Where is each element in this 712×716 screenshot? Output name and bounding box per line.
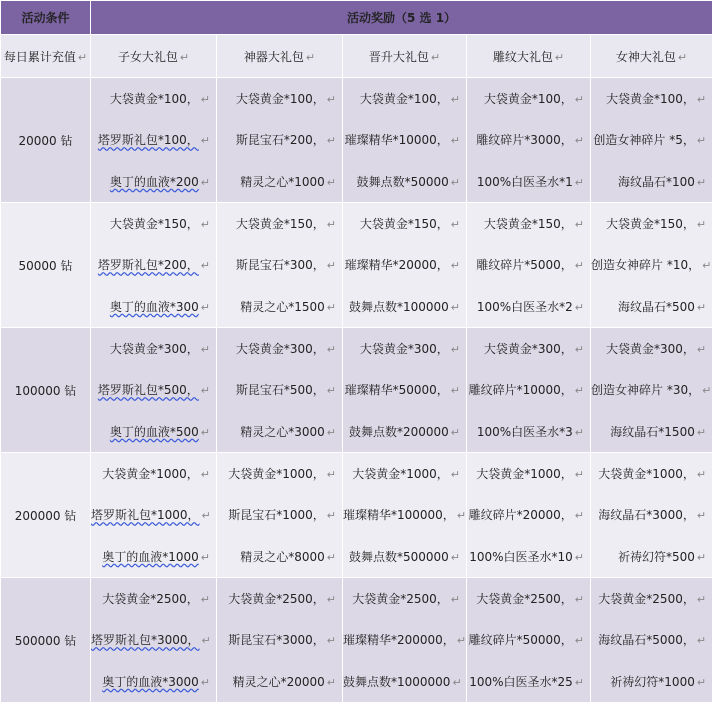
reward-cell [591, 453, 712, 578]
reward-line: 大袋黄金*1000， ↵ [102, 467, 210, 482]
paragraph-mark-icon: ↵ [696, 93, 707, 107]
reward-line: 海纹晶石*500 ↵ [617, 299, 707, 314]
paragraph-mark-icon: ↵ [326, 509, 336, 523]
paragraph-mark-icon: ↵ [326, 550, 336, 564]
reward-cell [343, 78, 467, 203]
reward-line: 大袋黄金*100， ↵ [235, 92, 336, 107]
reward-line: 精灵之心*8000 ↵ [240, 549, 336, 564]
reward-cell [91, 578, 217, 703]
reward-line: 雕纹碎片*50000， ↵ [468, 633, 584, 648]
paragraph-mark-icon: ↵ [574, 259, 584, 273]
reward-line: 海纹晶石*3000， ↵ [598, 508, 707, 523]
paragraph-mark-icon: ↵ [696, 134, 707, 148]
reward-line: 大袋黄金*300， ↵ [605, 342, 707, 357]
reward-line: 雕纹碎片*20000， ↵ [468, 508, 584, 523]
paragraph-mark-icon: ↵ [200, 675, 210, 689]
reward-line: 塔罗斯礼包*500， ↵ [97, 383, 210, 398]
reward-cell [343, 453, 467, 578]
reward-line: 100%白医圣水*2 ↵ [476, 299, 584, 314]
header-condition: 活动条件 [1, 1, 91, 35]
reward-cell [467, 78, 591, 203]
reward-cell [591, 328, 712, 453]
paragraph-mark-icon: ↵ [326, 175, 336, 189]
reward-line: 海纹晶石*5000， ↵ [598, 633, 707, 648]
reward-line: 大袋黄金*150， ↵ [483, 217, 584, 232]
reward-line: 精灵之心*3000 ↵ [240, 424, 336, 439]
paragraph-mark-icon: ↵ [696, 218, 707, 232]
recharge-amount: 100000 钻 [1, 328, 91, 453]
paragraph-mark-icon: ↵ [201, 509, 211, 523]
reward-line: 创造女神碎片 *10， ↵ [591, 258, 712, 273]
paragraph-mark-icon: ↵ [450, 343, 460, 357]
reward-cell [217, 203, 343, 328]
reward-cell [343, 203, 467, 328]
paragraph-mark-icon: ↵ [574, 675, 584, 689]
paragraph-mark-icon: ↵ [696, 175, 707, 189]
paragraph-mark-icon: ↵ [450, 550, 460, 564]
reward-line: 奥丁的血液*300 ↵ [109, 299, 210, 314]
reward-line: 大袋黄金*100， ↵ [359, 92, 460, 107]
paragraph-mark-icon: ↵ [450, 593, 460, 607]
table-row [1, 78, 712, 203]
reward-line: 雕纹碎片*3000， ↵ [476, 133, 584, 148]
paragraph-mark-icon: ↵ [200, 425, 210, 439]
reward-cell [91, 78, 217, 203]
reward-line: 雕纹碎片*5000， ↵ [476, 258, 584, 273]
reward-line: 塔罗斯礼包*3000， ↵ [91, 633, 211, 648]
recharge-amount: 50000 钻 [1, 203, 91, 328]
reward-line: 祈祷幻符*1000 ↵ [610, 674, 707, 689]
reward-line: 鼓舞点数*100000 ↵ [348, 299, 460, 314]
paragraph-mark-icon: ↵ [574, 93, 584, 107]
paragraph-mark-icon: ↵ [574, 550, 584, 564]
paragraph-mark-icon: ↵ [450, 300, 460, 314]
reward-cell [343, 578, 467, 703]
paragraph-mark-icon: ↵ [574, 384, 584, 398]
paragraph-mark-icon: ↵ [326, 218, 336, 232]
reward-line: 大袋黄金*300， ↵ [483, 342, 584, 357]
recharge-amount: 20000 钻 [1, 78, 91, 203]
reward-cell [343, 328, 467, 453]
paragraph-mark-icon: ↵ [574, 175, 584, 189]
recharge-amount: 500000 钻 [1, 578, 91, 703]
paragraph-mark-icon: ↵ [702, 384, 712, 398]
paragraph-mark-icon: ↵ [450, 218, 460, 232]
pack-header: 子女大礼包 ↵ [91, 35, 217, 78]
reward-line: 大袋黄金*1000， ↵ [598, 467, 707, 482]
reward-line: 奥丁的血液*500 ↵ [109, 424, 210, 439]
reward-line: 璀璨精华*200000， ↵ [343, 633, 467, 648]
reward-line: 大袋黄金*150， ↵ [109, 217, 210, 232]
paragraph-mark-icon: ↵ [574, 300, 584, 314]
paragraph-mark-icon: ↵ [200, 468, 210, 482]
paragraph-mark-icon: ↵ [452, 675, 462, 689]
paragraph-mark-icon: ↵ [326, 384, 336, 398]
table-row [1, 203, 712, 328]
paragraph-mark-icon: ↵ [200, 343, 210, 357]
paragraph-mark-icon: ↵ [326, 93, 336, 107]
paragraph-mark-icon: ↵ [200, 259, 210, 273]
paragraph-mark-icon: ↵ [456, 634, 467, 648]
reward-line: 100%白医圣水*1 ↵ [476, 174, 584, 189]
reward-line: 鼓舞点数*500000 ↵ [348, 549, 460, 564]
reward-cell [591, 78, 712, 203]
reward-cell [467, 453, 591, 578]
reward-line: 斯昆宝石*200， ↵ [235, 133, 336, 148]
paragraph-mark-icon: ↵ [326, 675, 336, 689]
reward-line: 创造女神碎片 *5， ↵ [593, 133, 707, 148]
reward-cell [217, 578, 343, 703]
reward-line: 海纹晶石*1500 ↵ [610, 424, 707, 439]
reward-line: 100%白医圣水*10 ↵ [469, 549, 584, 564]
reward-line: 璀璨精华*50000， ↵ [344, 383, 460, 398]
paragraph-mark-icon: ↵ [696, 634, 707, 648]
reward-line: 精灵之心*1000 ↵ [240, 174, 336, 189]
reward-line: 创造女神碎片 *30， ↵ [591, 383, 712, 398]
reward-cell [467, 328, 591, 453]
paragraph-mark-icon: ↵ [200, 175, 210, 189]
paragraph-mark-icon: ↵ [200, 300, 210, 314]
reward-line: 大袋黄金*150， ↵ [605, 217, 707, 232]
reward-line: 璀璨精华*100000， ↵ [343, 508, 467, 523]
table-row [1, 453, 712, 578]
paragraph-mark-icon: ↵ [456, 509, 467, 523]
reward-line: 精灵之心*20000 ↵ [232, 674, 336, 689]
reward-cell [217, 453, 343, 578]
reward-cell [91, 453, 217, 578]
paragraph-mark-icon: ↵ [200, 218, 210, 232]
reward-cell [91, 328, 217, 453]
paragraph-mark-icon: ↵ [696, 593, 707, 607]
paragraph-mark-icon: ↵ [574, 593, 584, 607]
pack-header: 晋升大礼包 ↵ [343, 35, 467, 78]
paragraph-mark-icon: ↵ [574, 425, 584, 439]
reward-line: 大袋黄金*100， ↵ [109, 92, 210, 107]
reward-line: 璀璨精华*10000， ↵ [344, 133, 460, 148]
paragraph-mark-icon: ↵ [326, 425, 336, 439]
reward-line: 奥丁的血液*1000 ↵ [102, 549, 210, 564]
header-rewards: 活动奖励（5 选 1） [91, 1, 712, 35]
paragraph-mark-icon: ↵ [574, 634, 584, 648]
reward-line: 璀璨精华*20000， ↵ [344, 258, 460, 273]
paragraph-mark-icon: ↵ [326, 468, 336, 482]
paragraph-mark-icon: ↵ [200, 134, 210, 148]
paragraph-mark-icon: ↵ [200, 550, 210, 564]
paragraph-mark-icon: ↵ [450, 468, 460, 482]
paragraph-mark-icon: ↵ [696, 343, 707, 357]
paragraph-mark-icon: ↵ [696, 300, 707, 314]
reward-cell [591, 578, 712, 703]
paragraph-mark-icon: ↵ [201, 634, 211, 648]
reward-line: 祈祷幻符*500 ↵ [617, 549, 707, 564]
table-row [1, 578, 712, 703]
reward-line: 斯昆宝石*300， ↵ [235, 258, 336, 273]
paragraph-mark-icon: ↵ [200, 384, 210, 398]
paragraph-mark-icon: ↵ [574, 468, 584, 482]
paragraph-mark-icon: ↵ [702, 259, 712, 273]
pack-header: 神器大礼包 ↵ [217, 35, 343, 78]
reward-line: 100%白医圣水*25 ↵ [469, 674, 584, 689]
header-row [1, 1, 712, 35]
reward-line: 大袋黄金*300， ↵ [109, 342, 210, 357]
reward-line: 雕纹碎片*10000， ↵ [468, 383, 584, 398]
pack-header: 女神大礼包 ↵ [591, 35, 712, 78]
paragraph-mark-icon: ↵ [696, 550, 707, 564]
paragraph-mark-icon: ↵ [450, 93, 460, 107]
subheader-row [1, 35, 712, 78]
reward-line: 大袋黄金*2500， ↵ [228, 592, 336, 607]
reward-line: 大袋黄金*2500， ↵ [598, 592, 707, 607]
paragraph-mark-icon: ↵ [326, 634, 336, 648]
reward-line: 鼓舞点数*50000 ↵ [356, 174, 460, 189]
reward-line: 奥丁的血液*3000 ↵ [102, 674, 210, 689]
paragraph-mark-icon: ↵ [450, 175, 460, 189]
reward-line: 斯昆宝石*500， ↵ [235, 383, 336, 398]
reward-line: 塔罗斯礼包*100， ↵ [97, 133, 210, 148]
reward-cell [91, 203, 217, 328]
recharge-amount: 200000 钻 [1, 453, 91, 578]
reward-line: 大袋黄金*150， ↵ [359, 217, 460, 232]
paragraph-mark-icon: ↵ [326, 343, 336, 357]
subheader-condition: 每日累计充值 ↵ [1, 35, 91, 78]
reward-line: 精灵之心*1500 ↵ [240, 299, 336, 314]
reward-line: 鼓舞点数*200000 ↵ [348, 424, 460, 439]
paragraph-mark-icon: ↵ [696, 425, 707, 439]
reward-line: 大袋黄金*100， ↵ [483, 92, 584, 107]
reward-line: 塔罗斯礼包*1000， ↵ [91, 508, 211, 523]
reward-cell [217, 78, 343, 203]
reward-line: 大袋黄金*300， ↵ [359, 342, 460, 357]
reward-line: 大袋黄金*1000， ↵ [228, 467, 336, 482]
reward-line: 大袋黄金*2500， ↵ [352, 592, 460, 607]
reward-line: 大袋黄金*100， ↵ [605, 92, 707, 107]
paragraph-mark-icon: ↵ [326, 134, 336, 148]
paragraph-mark-icon: ↵ [450, 134, 460, 148]
table-row [1, 328, 712, 453]
reward-line: 大袋黄金*2500， ↵ [102, 592, 210, 607]
paragraph-mark-icon: ↵ [200, 93, 210, 107]
paragraph-mark-icon: ↵ [450, 425, 460, 439]
pack-header: 雕纹大礼包 ↵ [467, 35, 591, 78]
reward-line: 大袋黄金*2500， ↵ [476, 592, 584, 607]
reward-line: 斯昆宝石*3000， ↵ [228, 633, 336, 648]
reward-line: 海纹晶石*100 ↵ [617, 174, 707, 189]
paragraph-mark-icon: ↵ [450, 384, 460, 398]
reward-line: 塔罗斯礼包*200， ↵ [97, 258, 210, 273]
paragraph-mark-icon: ↵ [574, 509, 584, 523]
reward-line: 100%白医圣水*3 ↵ [476, 424, 584, 439]
paragraph-mark-icon: ↵ [326, 593, 336, 607]
paragraph-mark-icon: ↵ [574, 134, 584, 148]
reward-line: 奥丁的血液*200 ↵ [109, 174, 210, 189]
reward-line: 鼓舞点数*1000000 ↵ [343, 674, 462, 689]
reward-line: 大袋黄金*1000， ↵ [476, 467, 584, 482]
paragraph-mark-icon: ↵ [326, 259, 336, 273]
reward-line: 大袋黄金*1000， ↵ [352, 467, 460, 482]
paragraph-mark-icon: ↵ [696, 509, 707, 523]
paragraph-mark-icon: ↵ [450, 259, 460, 273]
reward-cell [217, 328, 343, 453]
paragraph-mark-icon: ↵ [326, 300, 336, 314]
reward-line: 斯昆宝石*1000， ↵ [228, 508, 336, 523]
paragraph-mark-icon: ↵ [574, 343, 584, 357]
paragraph-mark-icon: ↵ [696, 468, 707, 482]
reward-cell [467, 203, 591, 328]
reward-line: 大袋黄金*300， ↵ [235, 342, 336, 357]
paragraph-mark-icon: ↵ [574, 218, 584, 232]
reward-cell [467, 578, 591, 703]
paragraph-mark-icon: ↵ [696, 675, 707, 689]
reward-line: 大袋黄金*150， ↵ [235, 217, 336, 232]
paragraph-mark-icon: ↵ [200, 593, 210, 607]
reward-cell [591, 203, 712, 328]
